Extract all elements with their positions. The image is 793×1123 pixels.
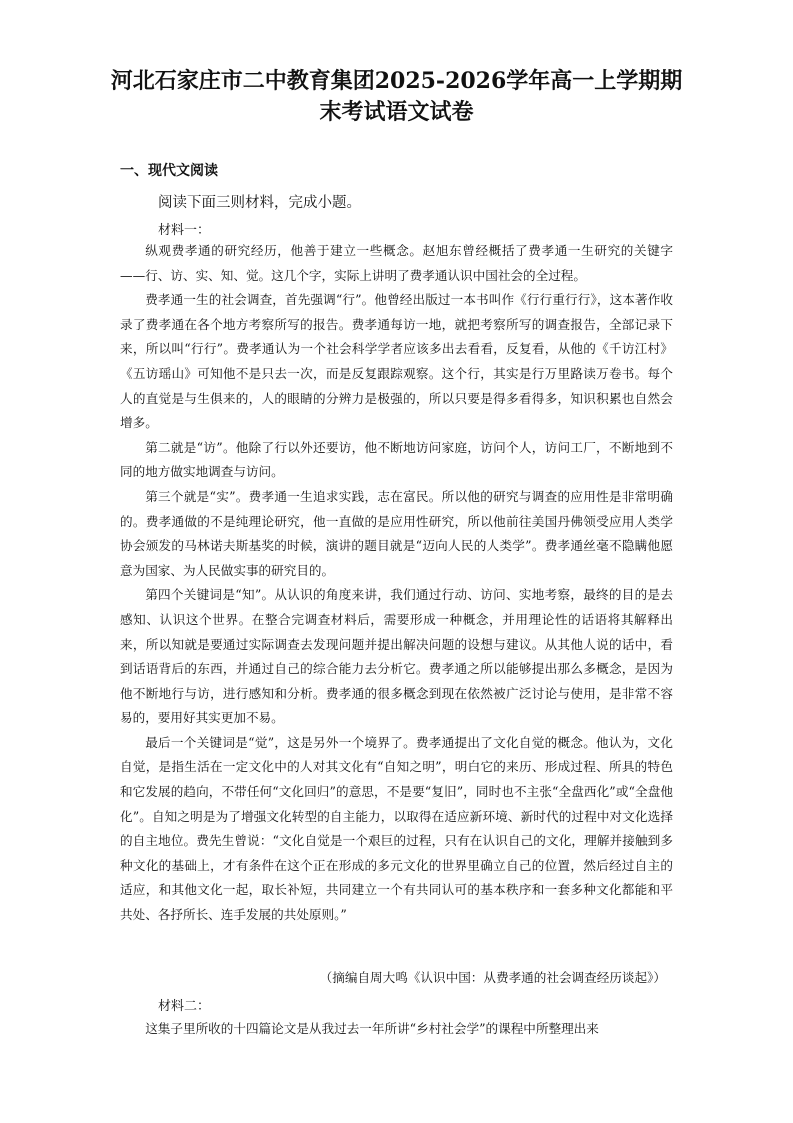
- material2-first-line: 这集子里所收的十四篇论文是从我过去一年所讲“乡村社会学”的课程中所整理出来: [145, 1021, 599, 1036]
- material2-label: 材料二：: [158, 999, 211, 1014]
- exam-title-line1: 河北石家庄市二中教育集团2025-2026学年高一上学期期: [110, 68, 683, 94]
- exam-title-line2: 末考试语文试卷: [319, 99, 474, 125]
- material1-paragraph: 费孝通一生的社会调查，首先强调“行”。他曾经出版过一本书叫作《行行重行行》，这本著作收录了费孝通在各个地方考察所写的报告。费孝通每访一地，就把考察所写的调查报告，全部记录下来，所以叫“行行”。费孝通认为一个社会科学学者应该多出去看看，反复看，从他的《千访江村》《五访瑶山》可知他不是只去一次，而是反复跟踪观察。这个行，其实是行万里路读万卷书。每个人的直觉是与生俱来的，人的眼睛的分辨力是极强的，所以只要是得多看得多，知识积累也自然会增多。: [120, 292, 673, 431]
- material1-paragraph: 最后一个关键词是“觉”，这是另外一个境界了。费孝通提出了文化自觉的概念。他认为，文化自觉，是指生活在一定文化中的人对其文化有“自知之明”，明白它的来历、形成过程、所具的特色和它发展的趋向，不带任何“文化回归”的意思，不是要“复旧”，同时也不主张“全盘西化”或“全盘他化”。自知之明是为了增强文化转型的自主能力，以取得在适应新环境、新时代的过程中对文化选择的自主地位。费先生曾说：“文化自觉是一个艰巨的过程，只有在认识自己的文化，理解并接触到多种文化的基础上，才有条件在这个正在形成的多元文化的世界里确立自己的位置，然后经过自主的适应，和其他文化一起，取长补短，共同建立一个有共同认可的基本秩序和一套多种文化都能和平共处、各抒所长、连手发展的共处原则。”: [120, 734, 673, 923]
- material1-paragraph: 第三个就是“实”。费孝通一生追求实践，志在富民。所以他的研究与调查的应用性是非常明确的。费孝通做的不是纯理论研究，他一直做的是应用性研究，所以他前往美国丹佛领受应用人类学协会颁发的马林诺夫斯基奖的时候，演讲的题目就是“迈向人民的人类学”。费孝通丝毫不隐瞒他愿意为国家、为人民做实事的研究目的。: [120, 488, 673, 578]
- reading-instruction: 阅读下面三则材料，完成小题。: [158, 195, 361, 211]
- material1-paragraph: 纵观费孝通的研究经历，他善于建立一些概念。赵旭东曾经概括了费孝通一生研究的关键字——行、访、实、知、觉。这几个字，实际上讲明了费孝通认识中国社会的全过程。: [120, 243, 673, 283]
- material1-paragraph: 第四个关键词是“知”。从认识的角度来讲，我们通过行动、访问、实地考察，最终的目的是去感知、认识这个世界。在整合完调查材料后，需要形成一种概念，并用理论性的话语将其解释出来，所以知就是要通过实际调查去发现问题并提出解决问题的设想与建议。从其他人说的话中，看到话语背后的东西，并通过自己的综合能力去分析它。费孝通之所以能够提出那么多概念，是因为他不断地行与访，进行感知和分析。费孝通的很多概念到现在依然被广泛讨论与使用，是非常不容易的，要用好其实更加不易。: [120, 587, 673, 726]
- material1-body: [120, 239, 673, 928]
- material1-paragraph: 第二就是“访”。他除了行以外还要访，他不断地访问家庭，访问个人，访问工厂，不断地到不同的地方做实地调查与访问。: [120, 439, 673, 480]
- section-heading: 一、现代文阅读: [120, 163, 218, 179]
- material1-source: （摘编自周大鸣《认识中国：从费孝通的社会调查经历谈起》）: [319, 970, 666, 985]
- material1-label: 材料一：: [158, 223, 211, 238]
